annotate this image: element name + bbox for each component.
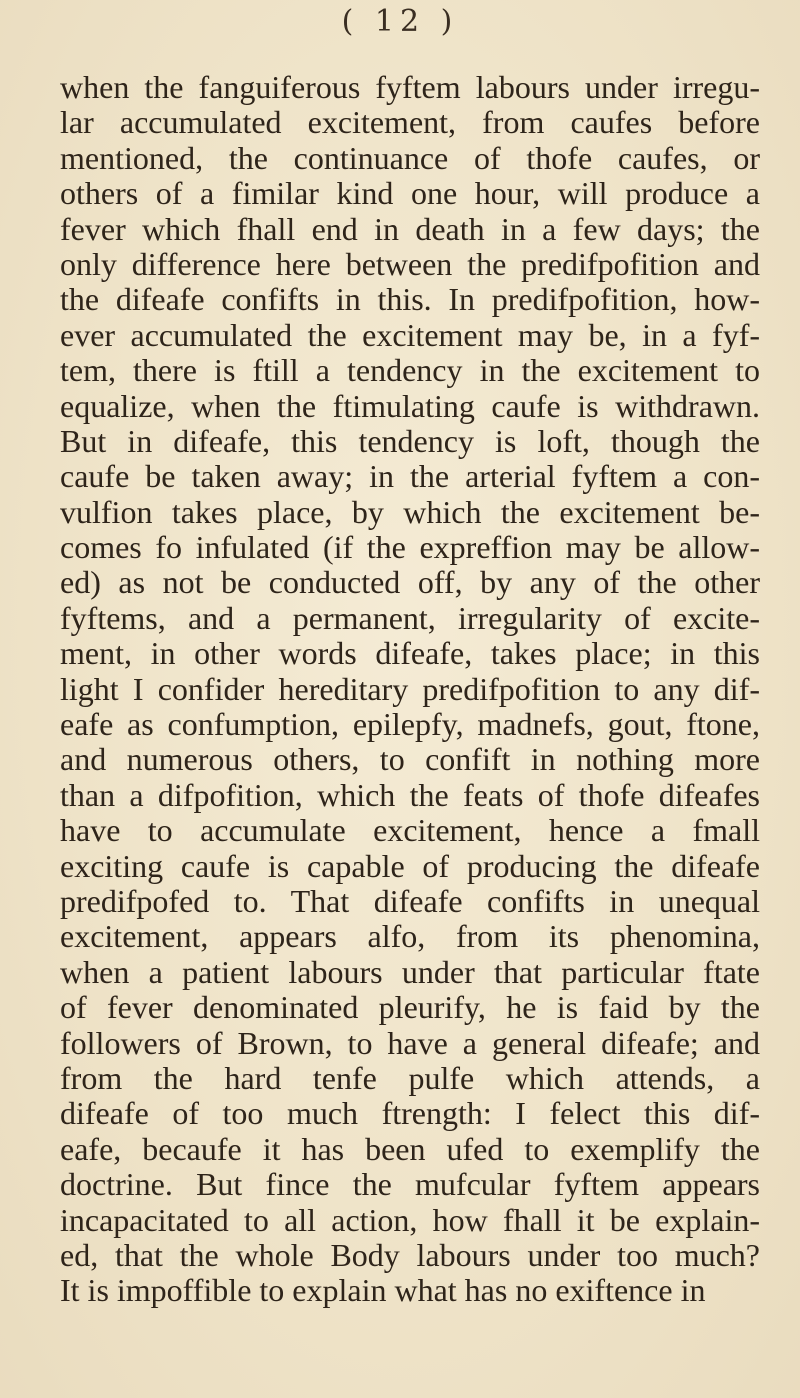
text-line: lar accumulated excitement, from caufes before [60, 104, 760, 141]
text-line: ed) as not be conducted off, by any of the other [60, 564, 760, 601]
page-number: ( 12 ) [341, 4, 459, 39]
text-line: predifpofed to. That difeafe confifts in unequal [60, 882, 760, 919]
text-line: mentioned, the continuance of thofe caufes, or [60, 139, 760, 176]
text-line: fyftems, and a permanent, irregularity of excite- [60, 599, 760, 636]
text-line: of fever denominated pleurify, he is faid by the [60, 989, 760, 1026]
text-line: when the fanguiferous fyftem labours under irregu- [60, 69, 760, 105]
text-line: and numerous others, to confift in nothing more [60, 741, 760, 778]
text-line: But in difeafe, this tendency is loft, though the [60, 422, 760, 459]
text-line: the difeafe confifts in this. In predifpofition, how- [60, 281, 760, 318]
text-line: eafe, becaufe it has been ufed to exemplify the [60, 1130, 760, 1167]
text-line: eafe as confumption, epilepfy, madnefs, gout, ftone, [60, 706, 760, 743]
text-line: light I confider hereditary predifpofition to any dif- [60, 670, 760, 707]
text-line: excitement, appears alfo, from its phenomina, [60, 918, 760, 955]
text-line: doctrine. But fince the mufcular fyftem appears [60, 1166, 760, 1203]
text-line: equalize, when the ftimulating caufe is withdrawn. [60, 387, 760, 424]
text-line: only difference here between the predifpofition and [60, 245, 760, 282]
text-line: tem, there is ftill a tendency in the excitement to [60, 352, 760, 389]
body-text [60, 70, 760, 1309]
text-line: It is impoffible to explain what has no exiftence in [60, 1272, 706, 1309]
text-line: incapacitated to all action, how fhall it be explain- [60, 1201, 760, 1238]
text-line: ever accumulated the excitement may be, in a fyf- [60, 316, 760, 353]
text-line: when a patient labours under that particular ftate [60, 953, 760, 990]
text-line: exciting caufe is capable of producing the difeafe [60, 847, 760, 884]
text-line: difeafe of too much ftrength: I felect this dif- [60, 1095, 760, 1132]
text-line: vulfion takes place, by which the excitement be- [60, 493, 760, 530]
text-line: followers of Brown, to have a general difeafe; and [60, 1024, 760, 1061]
text-line: from the hard tenfe pulfe which attends, a [60, 1059, 760, 1096]
text-line: comes fo infulated (if the expreffion may be allow- [60, 529, 760, 566]
text-line: ment, in other words difeafe, takes place; in this [60, 635, 760, 672]
text-line: caufe be taken away; in the arterial fyftem a con- [60, 458, 760, 495]
text-line: have to accumulate excitement, hence a fmall [60, 812, 760, 849]
text-line: than a difpofition, which the feats of thofe difeafes [60, 776, 760, 813]
text-line: others of a fimilar kind one hour, will produce a [60, 175, 760, 212]
text-line: fever which fhall end in death in a few days; the [60, 210, 760, 247]
text-line: ed, that the whole Body labours under too much? [60, 1236, 760, 1273]
